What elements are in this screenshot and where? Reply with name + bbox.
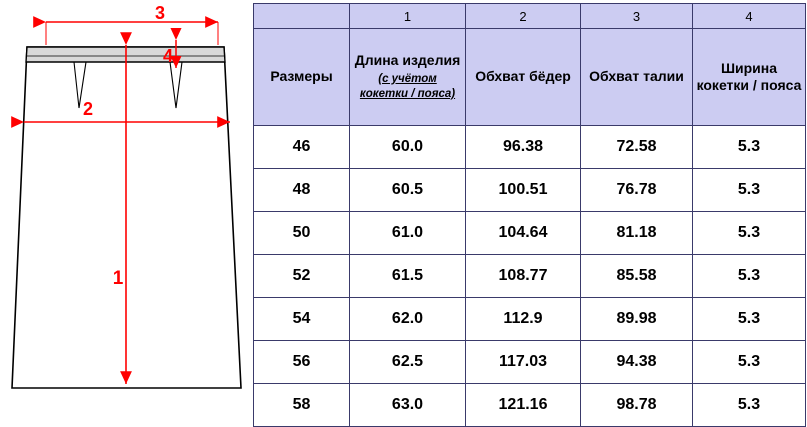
size-table-wrap — [253, 3, 805, 413]
table-row — [254, 384, 806, 427]
cell-hips: 121.16 — [466, 384, 581, 427]
dimension-label-3: 3 — [154, 3, 166, 23]
column-number-0 — [254, 4, 350, 29]
table-row — [254, 212, 806, 255]
header-sizes: Размеры — [254, 29, 350, 126]
cell-length: 60.0 — [350, 126, 466, 169]
dimension-3 — [46, 22, 218, 45]
cell-size: 54 — [254, 298, 350, 341]
cell-size: 48 — [254, 169, 350, 212]
cell-length: 61.5 — [350, 255, 466, 298]
table-row — [254, 341, 806, 384]
column-number-3: 3 — [581, 4, 693, 29]
cell-hips: 112.9 — [466, 298, 581, 341]
cell-hips: 104.64 — [466, 212, 581, 255]
cell-yoke-width: 5.3 — [693, 384, 806, 427]
cell-waist: 89.98 — [581, 298, 693, 341]
cell-size: 46 — [254, 126, 350, 169]
column-number-2: 2 — [466, 4, 581, 29]
column-number-4: 4 — [693, 4, 806, 29]
cell-hips: 96.38 — [466, 126, 581, 169]
cell-length: 62.5 — [350, 341, 466, 384]
cell-length: 60.5 — [350, 169, 466, 212]
cell-waist: 98.78 — [581, 384, 693, 427]
table-row — [254, 255, 806, 298]
cell-yoke-width: 5.3 — [693, 126, 806, 169]
table-header-row — [254, 29, 806, 126]
cell-yoke-width: 5.3 — [693, 298, 806, 341]
cell-size: 52 — [254, 255, 350, 298]
cell-hips: 100.51 — [466, 169, 581, 212]
table-column-number-row — [254, 4, 806, 29]
skirt-diagram-svg — [0, 0, 252, 407]
cell-waist: 85.58 — [581, 255, 693, 298]
table-row — [254, 298, 806, 341]
header-hips: Обхват бёдер — [466, 29, 581, 126]
table-row — [254, 169, 806, 212]
cell-hips: 108.77 — [466, 255, 581, 298]
cell-length: 62.0 — [350, 298, 466, 341]
cell-waist: 76.78 — [581, 169, 693, 212]
cell-length: 61.0 — [350, 212, 466, 255]
cell-length: 63.0 — [350, 384, 466, 427]
table-row — [254, 126, 806, 169]
header-length — [350, 29, 466, 126]
header-yoke-width: Ширина кокетки / пояса — [693, 29, 806, 126]
column-number-1: 1 — [350, 4, 466, 29]
cell-size: 56 — [254, 341, 350, 384]
cell-waist: 94.38 — [581, 341, 693, 384]
cell-size: 50 — [254, 212, 350, 255]
size-table — [253, 3, 806, 427]
skirt-diagram — [0, 0, 252, 407]
cell-yoke-width: 5.3 — [693, 169, 806, 212]
dimension-label-2: 2 — [82, 99, 94, 119]
header-length-text: Длина изделия — [354, 52, 461, 69]
header-waist: Обхват талии — [581, 29, 693, 126]
cell-waist: 81.18 — [581, 212, 693, 255]
cell-yoke-width: 5.3 — [693, 255, 806, 298]
dimension-label-4: 4 — [162, 46, 174, 66]
header-length-note: (с учётом кокетки / пояса) — [359, 72, 456, 100]
cell-size: 58 — [254, 384, 350, 427]
cell-yoke-width: 5.3 — [693, 341, 806, 384]
cell-yoke-width: 5.3 — [693, 212, 806, 255]
cell-hips: 117.03 — [466, 341, 581, 384]
dimension-label-1: 1 — [112, 268, 124, 289]
cell-waist: 72.58 — [581, 126, 693, 169]
